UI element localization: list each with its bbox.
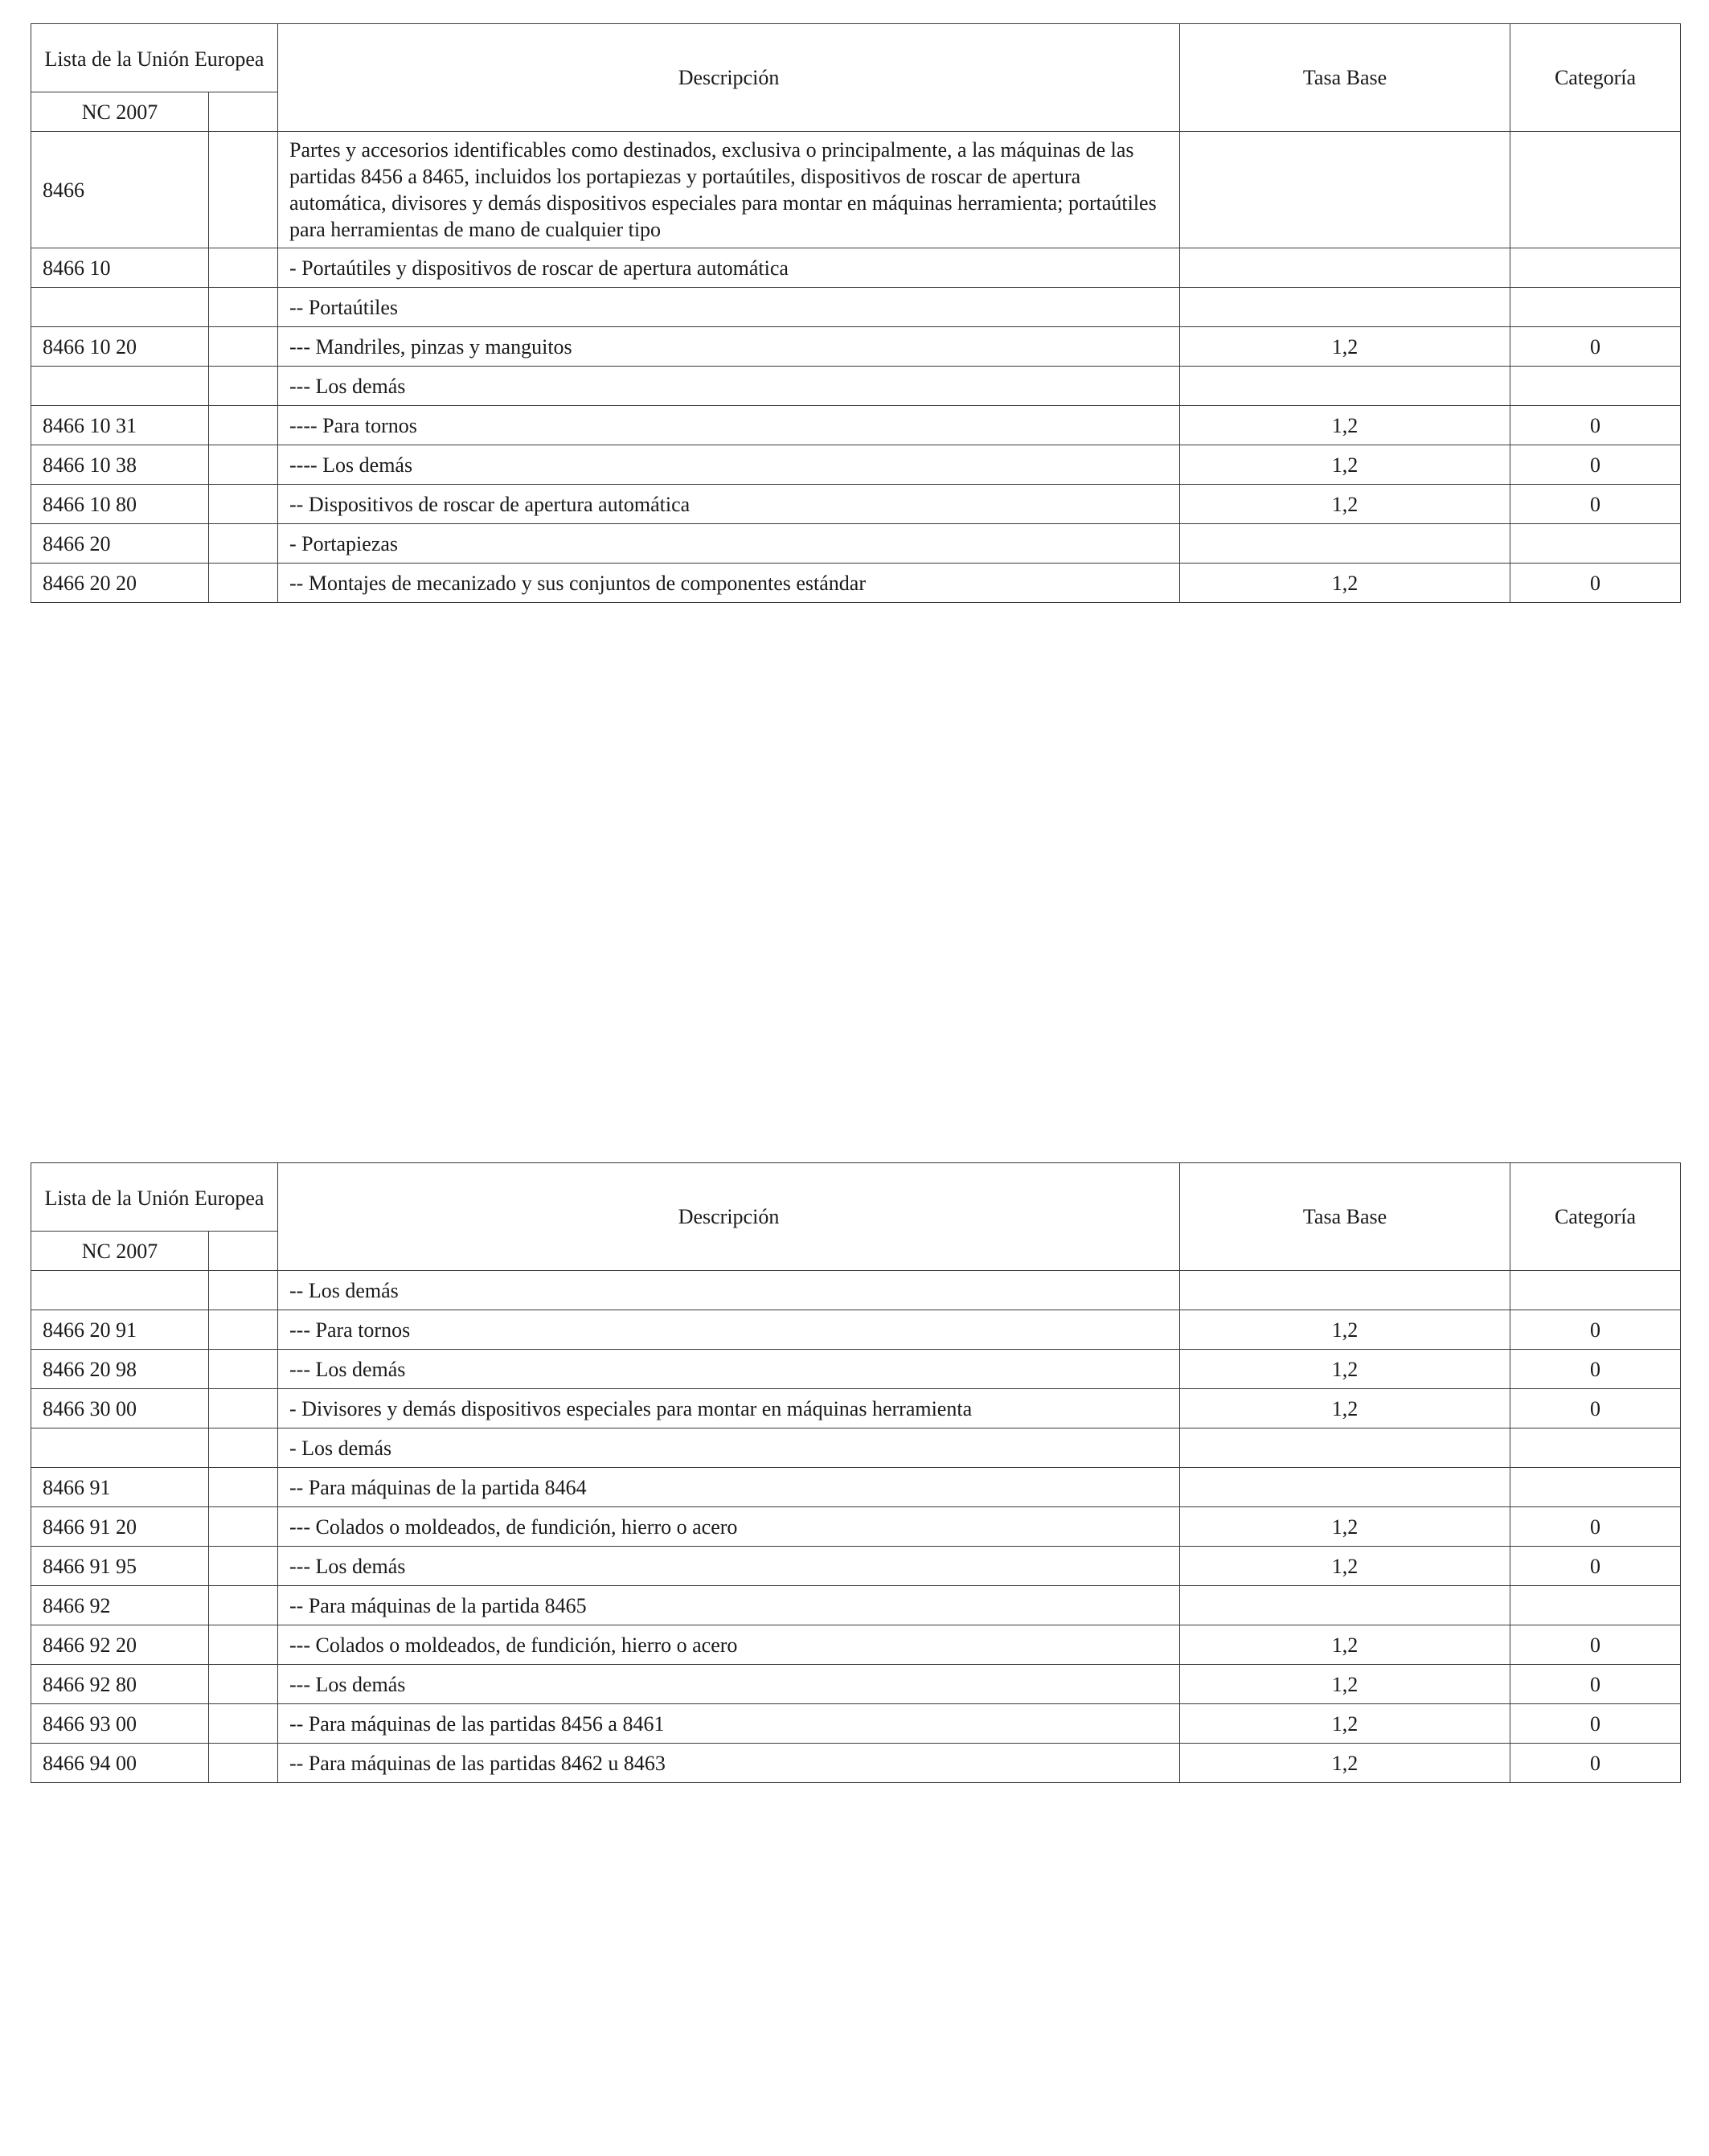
tasa-base-cell bbox=[1180, 248, 1510, 288]
header-nc-2007: NC 2007 bbox=[31, 92, 209, 132]
sub-code-cell bbox=[209, 327, 278, 367]
sub-code-cell bbox=[209, 1744, 278, 1783]
description-cell: ---- Para tornos bbox=[278, 406, 1180, 445]
description-cell: - Divisores y demás dispositivos especiales para montar en máquinas herramienta bbox=[278, 1389, 1180, 1428]
header-descripcion: Descripción bbox=[278, 24, 1180, 132]
table-2-body bbox=[31, 1271, 1681, 1783]
tasa-base-cell: 1,2 bbox=[1180, 1704, 1510, 1744]
sub-code-cell bbox=[209, 445, 278, 485]
categoria-cell bbox=[1510, 1468, 1681, 1507]
sub-code-cell bbox=[209, 367, 278, 406]
categoria-cell: 0 bbox=[1510, 1507, 1681, 1547]
categoria-cell: 0 bbox=[1510, 1704, 1681, 1744]
sub-code-cell bbox=[209, 248, 278, 288]
description-cell: -- Montajes de mecanizado y sus conjuntos de componentes estándar bbox=[278, 564, 1180, 603]
tasa-base-cell: 1,2 bbox=[1180, 327, 1510, 367]
sub-code-cell bbox=[209, 1310, 278, 1350]
table-row bbox=[31, 1665, 1681, 1704]
tasa-base-cell bbox=[1180, 1468, 1510, 1507]
table-row bbox=[31, 1744, 1681, 1783]
table-row bbox=[31, 1468, 1681, 1507]
header-lista: Lista de la Unión Europea bbox=[31, 24, 278, 92]
tasa-base-cell: 1,2 bbox=[1180, 1665, 1510, 1704]
tasa-base-cell: 1,2 bbox=[1180, 564, 1510, 603]
code-cell: 8466 10 80 bbox=[31, 485, 209, 524]
table-row bbox=[31, 327, 1681, 367]
sub-code-cell bbox=[209, 1428, 278, 1468]
tasa-base-cell bbox=[1180, 132, 1510, 248]
table-row bbox=[31, 564, 1681, 603]
description-cell: -- Portaútiles bbox=[278, 288, 1180, 327]
categoria-cell: 0 bbox=[1510, 445, 1681, 485]
sub-code-cell bbox=[209, 132, 278, 248]
description-cell: -- Para máquinas de la partida 8465 bbox=[278, 1586, 1180, 1625]
categoria-cell: 0 bbox=[1510, 1547, 1681, 1586]
description-cell: --- Los demás bbox=[278, 1665, 1180, 1704]
code-cell bbox=[31, 288, 209, 327]
sub-code-cell bbox=[209, 564, 278, 603]
tasa-base-cell bbox=[1180, 367, 1510, 406]
table-1-body bbox=[31, 132, 1681, 603]
code-cell: 8466 bbox=[31, 132, 209, 248]
description-cell: --- Los demás bbox=[278, 367, 1180, 406]
code-cell: 8466 92 20 bbox=[31, 1625, 209, 1665]
sub-code-cell bbox=[209, 1507, 278, 1547]
sub-code-cell bbox=[209, 1665, 278, 1704]
table-row bbox=[31, 132, 1681, 248]
sub-code-cell bbox=[209, 485, 278, 524]
description-cell: --- Colados o moldeados, de fundición, hierro o acero bbox=[278, 1507, 1180, 1547]
tasa-base-cell bbox=[1180, 288, 1510, 327]
categoria-cell: 0 bbox=[1510, 406, 1681, 445]
table-row bbox=[31, 1547, 1681, 1586]
categoria-cell: 0 bbox=[1510, 327, 1681, 367]
description-cell: --- Para tornos bbox=[278, 1310, 1180, 1350]
header-lista: Lista de la Unión Europea bbox=[31, 1163, 278, 1232]
code-cell: 8466 20 91 bbox=[31, 1310, 209, 1350]
header-empty-cell bbox=[209, 1232, 278, 1271]
tasa-base-cell: 1,2 bbox=[1180, 1350, 1510, 1389]
code-cell: 8466 10 31 bbox=[31, 406, 209, 445]
table-row bbox=[31, 1271, 1681, 1310]
sub-code-cell bbox=[209, 524, 278, 564]
table-row bbox=[31, 1586, 1681, 1625]
tasa-base-cell bbox=[1180, 1586, 1510, 1625]
sub-code-cell bbox=[209, 1389, 278, 1428]
categoria-cell bbox=[1510, 524, 1681, 564]
header-tasa-base: Tasa Base bbox=[1180, 1163, 1510, 1271]
sub-code-cell bbox=[209, 1271, 278, 1310]
code-cell: 8466 20 bbox=[31, 524, 209, 564]
categoria-cell: 0 bbox=[1510, 564, 1681, 603]
code-cell: 8466 91 bbox=[31, 1468, 209, 1507]
categoria-cell bbox=[1510, 1586, 1681, 1625]
categoria-cell bbox=[1510, 288, 1681, 327]
table-row bbox=[31, 248, 1681, 288]
description-cell: --- Los demás bbox=[278, 1547, 1180, 1586]
table-row bbox=[31, 288, 1681, 327]
description-cell: -- Para máquinas de las partidas 8456 a 8461 bbox=[278, 1704, 1180, 1744]
tasa-base-cell bbox=[1180, 1428, 1510, 1468]
categoria-cell bbox=[1510, 1271, 1681, 1310]
tasa-base-cell: 1,2 bbox=[1180, 1547, 1510, 1586]
categoria-cell bbox=[1510, 367, 1681, 406]
description-cell: -- Para máquinas de las partidas 8462 u 8463 bbox=[278, 1744, 1180, 1783]
header-nc-2007: NC 2007 bbox=[31, 1232, 209, 1271]
code-cell bbox=[31, 1271, 209, 1310]
table-row bbox=[31, 367, 1681, 406]
tasa-base-cell: 1,2 bbox=[1180, 445, 1510, 485]
code-cell: 8466 10 38 bbox=[31, 445, 209, 485]
description-cell: --- Mandriles, pinzas y manguitos bbox=[278, 327, 1180, 367]
table-row bbox=[31, 485, 1681, 524]
header-categoria: Categoría bbox=[1510, 24, 1681, 132]
description-cell: - Portapiezas bbox=[278, 524, 1180, 564]
table-row bbox=[31, 1350, 1681, 1389]
code-cell: 8466 20 98 bbox=[31, 1350, 209, 1389]
code-cell bbox=[31, 367, 209, 406]
code-cell bbox=[31, 1428, 209, 1468]
tasa-base-cell: 1,2 bbox=[1180, 485, 1510, 524]
header-categoria: Categoría bbox=[1510, 1163, 1681, 1271]
header-descripcion: Descripción bbox=[278, 1163, 1180, 1271]
table-row bbox=[31, 1428, 1681, 1468]
sub-code-cell bbox=[209, 406, 278, 445]
tasa-base-cell bbox=[1180, 524, 1510, 564]
description-cell: - Portaútiles y dispositivos de roscar de apertura automática bbox=[278, 248, 1180, 288]
tasa-base-cell: 1,2 bbox=[1180, 1625, 1510, 1665]
table-row bbox=[31, 1625, 1681, 1665]
sub-code-cell bbox=[209, 1468, 278, 1507]
table-row bbox=[31, 1507, 1681, 1547]
description-cell: Partes y accesorios identificables como destinados, exclusiva o principalmente, a las máquinas de las partidas 8456 a 8465, incluidos los portapiezas y portaútiles, dispositivos de roscar de apertura automática, divisores y demás dispositivos especiales para montar en máquinas herramienta; portaútiles para herramientas de mano de cualquier tipo bbox=[278, 132, 1180, 248]
code-cell: 8466 93 00 bbox=[31, 1704, 209, 1744]
tariff-table-1 bbox=[31, 23, 1681, 603]
table-row bbox=[31, 1389, 1681, 1428]
code-cell: 8466 30 00 bbox=[31, 1389, 209, 1428]
header-empty-cell bbox=[209, 92, 278, 132]
description-cell: --- Colados o moldeados, de fundición, hierro o acero bbox=[278, 1625, 1180, 1665]
sub-code-cell bbox=[209, 1350, 278, 1389]
description-cell: -- Dispositivos de roscar de apertura automática bbox=[278, 485, 1180, 524]
categoria-cell: 0 bbox=[1510, 1744, 1681, 1783]
tasa-base-cell: 1,2 bbox=[1180, 1310, 1510, 1350]
code-cell: 8466 91 95 bbox=[31, 1547, 209, 1586]
sub-code-cell bbox=[209, 1586, 278, 1625]
code-cell: 8466 91 20 bbox=[31, 1507, 209, 1547]
description-cell: ---- Los demás bbox=[278, 445, 1180, 485]
categoria-cell: 0 bbox=[1510, 1625, 1681, 1665]
table-row bbox=[31, 524, 1681, 564]
header-tasa-base: Tasa Base bbox=[1180, 24, 1510, 132]
sub-code-cell bbox=[209, 1704, 278, 1744]
code-cell: 8466 20 20 bbox=[31, 564, 209, 603]
tasa-base-cell: 1,2 bbox=[1180, 1389, 1510, 1428]
categoria-cell bbox=[1510, 132, 1681, 248]
description-cell: --- Los demás bbox=[278, 1350, 1180, 1389]
code-cell: 8466 92 bbox=[31, 1586, 209, 1625]
sub-code-cell bbox=[209, 1547, 278, 1586]
code-cell: 8466 10 20 bbox=[31, 327, 209, 367]
categoria-cell bbox=[1510, 1428, 1681, 1468]
tasa-base-cell: 1,2 bbox=[1180, 406, 1510, 445]
code-cell: 8466 94 00 bbox=[31, 1744, 209, 1783]
categoria-cell: 0 bbox=[1510, 1665, 1681, 1704]
sub-code-cell bbox=[209, 1625, 278, 1665]
tasa-base-cell bbox=[1180, 1271, 1510, 1310]
table-row bbox=[31, 406, 1681, 445]
tasa-base-cell: 1,2 bbox=[1180, 1744, 1510, 1783]
categoria-cell: 0 bbox=[1510, 1389, 1681, 1428]
table-row bbox=[31, 445, 1681, 485]
description-cell: -- Para máquinas de la partida 8464 bbox=[278, 1468, 1180, 1507]
categoria-cell: 0 bbox=[1510, 1350, 1681, 1389]
sub-code-cell bbox=[209, 288, 278, 327]
description-cell: -- Los demás bbox=[278, 1271, 1180, 1310]
categoria-cell: 0 bbox=[1510, 485, 1681, 524]
description-cell: - Los demás bbox=[278, 1428, 1180, 1468]
tariff-table-2 bbox=[31, 1162, 1681, 1783]
tasa-base-cell: 1,2 bbox=[1180, 1507, 1510, 1547]
code-cell: 8466 92 80 bbox=[31, 1665, 209, 1704]
code-cell: 8466 10 bbox=[31, 248, 209, 288]
categoria-cell bbox=[1510, 248, 1681, 288]
table-row bbox=[31, 1310, 1681, 1350]
table-row bbox=[31, 1704, 1681, 1744]
categoria-cell: 0 bbox=[1510, 1310, 1681, 1350]
